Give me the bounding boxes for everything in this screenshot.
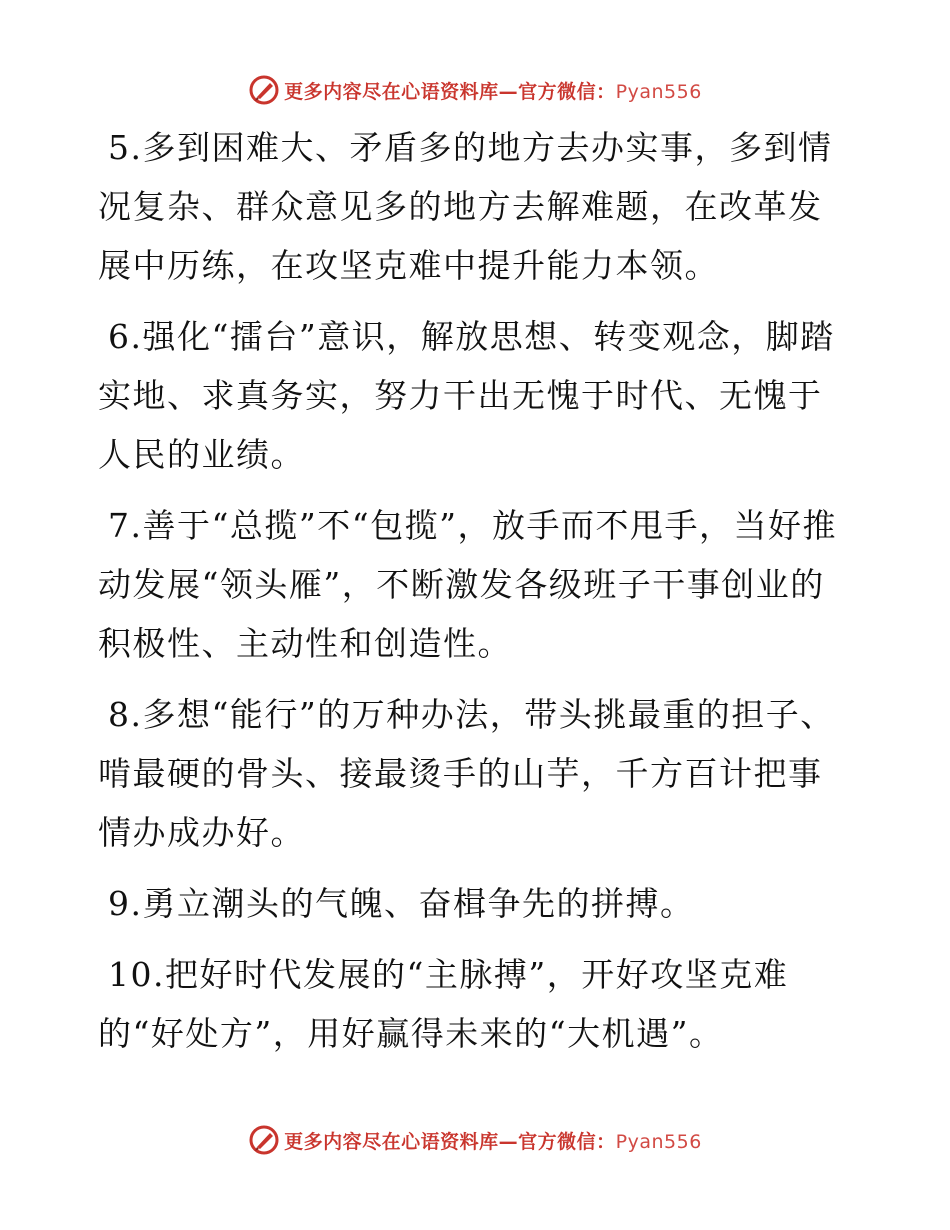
footer-banner [0, 1120, 950, 1160]
paragraph-10: 10.把好时代发展的“主脉搏”，开好攻坚克难的“好处方”，用好赢得未来的“大机遇”。 [98, 955, 789, 1053]
quill-logo-icon [248, 1124, 280, 1156]
paragraph-6: 6.强化“擂台”意识，解放思想、转变观念，脚踏实地、求真务实，努力干出无愧于时代、无愧于人民的业绩。 [98, 317, 835, 474]
quill-logo-icon [248, 74, 280, 106]
paragraph-5: 5.多到困难大、矛盾多的地方去办实事，多到情况复杂、群众意见多的地方去解难题，在改革发展中历练，在攻坚克难中提升能力本领。 [98, 128, 833, 285]
footer-wechat-id: Pyan556 [615, 1130, 702, 1153]
header-banner [0, 70, 950, 110]
header-wechat-id: Pyan556 [615, 80, 702, 103]
paragraph-7: 7.善于“总揽”不“包揽”，放手而不甩手，当好推动发展“领头雁”，不断激发各级班子干事创业的积极性、主动性和创造性。 [98, 506, 837, 663]
paragraph-9: 9.勇立潮头的气魄、奋楫争先的拼搏。 [108, 884, 695, 923]
footer-banner-text: 更多内容尽在心语资料库—官方微信：Pyan556 [284, 1130, 702, 1153]
header-banner-text: 更多内容尽在心语资料库—官方微信：Pyan556 [284, 80, 702, 103]
document-body [98, 118, 850, 1075]
paragraph-8: 8.多想“能行”的万种办法，带头挑最重的担子、啃最硬的骨头、接最烫手的山芋，千方百计把事情办成办好。 [98, 695, 835, 852]
